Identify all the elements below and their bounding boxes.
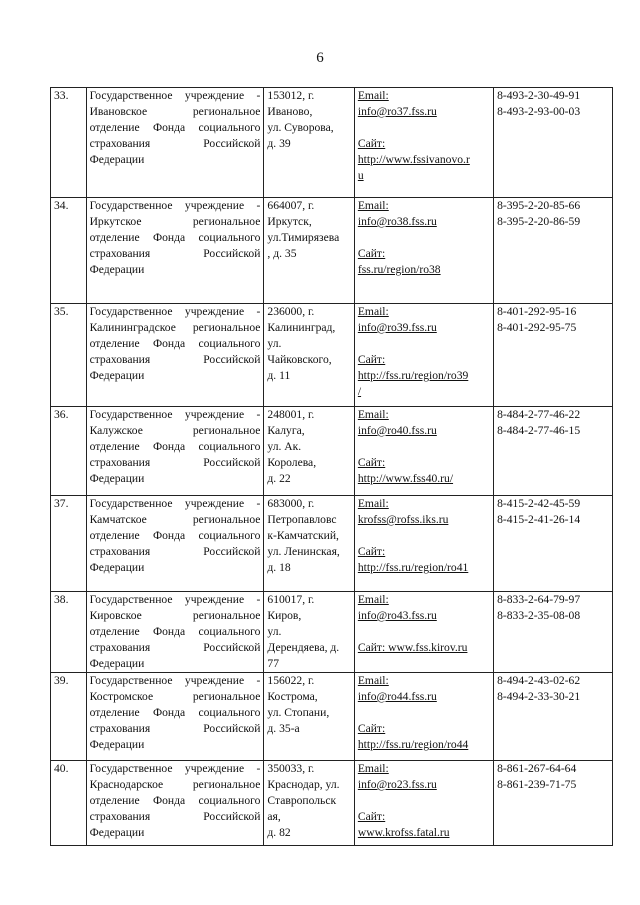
- address-line: ая,: [267, 810, 281, 823]
- institution-name-cell: [86, 198, 264, 304]
- spacer: [358, 120, 490, 136]
- address-line: 236000, г.: [267, 305, 315, 318]
- phone-number: 8-861-267-64-64: [497, 762, 577, 775]
- table-row: [51, 407, 613, 496]
- phone-number: 8-494-2-43-02-62: [497, 674, 581, 687]
- address-line: 664007, г.: [267, 199, 315, 212]
- phone-number: 8-401-292-95-16: [497, 305, 577, 318]
- row-number: 40.: [51, 761, 87, 846]
- phones-cell: [494, 304, 613, 407]
- email-label: Email:: [357, 305, 389, 318]
- spacer: [358, 336, 490, 352]
- phones-cell: [494, 407, 613, 496]
- spacer: [358, 230, 490, 246]
- address-line: ул.: [267, 625, 282, 638]
- phone-number: 8-401-292-95-75: [497, 321, 577, 334]
- address-cell: [264, 88, 354, 198]
- address-line: Ставропольск: [267, 794, 337, 807]
- contacts-cell: [354, 673, 493, 761]
- address-cell: [264, 673, 354, 761]
- address-line: Чайковского,: [267, 353, 332, 366]
- institution-name-cell: [86, 673, 264, 761]
- address-line: Киров,: [267, 609, 302, 622]
- address-line: д. 11: [267, 369, 291, 382]
- row-number: 38.: [51, 592, 87, 673]
- table-row: [51, 592, 613, 673]
- institution-name: Государственное учреждение - Калининградское региональное отделение Фонда социального страхования Российской Федерации: [89, 305, 261, 382]
- phone-number: 8-861-239-71-75: [497, 778, 577, 791]
- site-link[interactable]: fss.ru/region/ro38: [357, 263, 441, 276]
- address-line: ул. Суворова,: [267, 121, 334, 134]
- contacts-cell: [354, 761, 493, 846]
- site-label: Сайт:: [357, 722, 386, 735]
- phones-cell: [494, 496, 613, 592]
- fss-offices-table: [50, 87, 613, 846]
- address-line: , д. 35: [267, 247, 297, 260]
- phone-number: 8-415-2-41-26-14: [497, 513, 581, 526]
- address-line: д. 82: [267, 826, 291, 839]
- table-row: [51, 496, 613, 592]
- institution-name-cell: [86, 496, 264, 592]
- institution-name-cell: [86, 761, 264, 846]
- contacts-cell: [354, 407, 493, 496]
- institution-name: Государственное учреждение - Ивановское региональное отделение Фонда социального страхования Российской Федерации: [89, 89, 261, 166]
- email-link[interactable]: info@ro39.fss.ru: [357, 321, 437, 334]
- site-label: Сайт:: [357, 247, 386, 260]
- institution-name: Государственное учреждение - Калужское региональное отделение Фонда социального страхования Российской Федерации: [89, 408, 261, 485]
- address-cell: [264, 198, 354, 304]
- address-line: ул. Ленинская,: [267, 545, 340, 558]
- phones-cell: [494, 198, 613, 304]
- site-link[interactable]: u: [357, 169, 364, 182]
- phone-number: 8-484-2-77-46-15: [497, 424, 581, 437]
- email-link[interactable]: info@ro44.fss.ru: [357, 690, 437, 703]
- site-label: Сайт:: [357, 137, 386, 150]
- email-label: Email:: [357, 408, 389, 421]
- contacts-cell: [354, 592, 493, 673]
- address-line: ул.: [267, 337, 282, 350]
- address-line: 248001, г.: [267, 408, 315, 421]
- contacts-cell: [354, 198, 493, 304]
- row-number: 36.: [51, 407, 87, 496]
- phone-number: 8-493-2-93-00-03: [497, 105, 581, 118]
- address-line: Иваново,: [267, 105, 313, 118]
- address-line: д. 39: [267, 137, 291, 150]
- institution-name: Государственное учреждение - Камчатское региональное отделение Фонда социального страхования Российской Федерации: [89, 497, 261, 574]
- site-link[interactable]: /: [357, 385, 362, 398]
- phones-cell: [494, 592, 613, 673]
- email-label: Email:: [357, 762, 389, 775]
- address-line: д. 35-а: [267, 722, 300, 735]
- email-link[interactable]: krofss@rofss.iks.ru: [357, 513, 449, 526]
- phone-number: 8-415-2-42-45-59: [497, 497, 581, 510]
- address-line: 350033, г.: [267, 762, 315, 775]
- row-number: 37.: [51, 496, 87, 592]
- institution-name-cell: [86, 304, 264, 407]
- spacer: [358, 624, 490, 640]
- phone-number: 8-493-2-30-49-91: [497, 89, 581, 102]
- address-line: Петропавловс: [267, 513, 337, 526]
- address-line: ул. Стопани,: [267, 706, 330, 719]
- email-link[interactable]: info@ro37.fss.ru: [357, 105, 437, 118]
- address-line: Королева,: [267, 456, 317, 469]
- site-link[interactable]: http://www.fss40.ru/: [357, 472, 454, 485]
- spacer: [358, 793, 490, 809]
- spacer: [358, 705, 490, 721]
- phone-number: 8-395-2-20-85-66: [497, 199, 581, 212]
- address-line: к-Камчатский,: [267, 529, 339, 542]
- address-line: д. 18: [267, 561, 291, 574]
- email-link[interactable]: info@ro43.fss.ru: [357, 609, 437, 622]
- phone-number: 8-833-2-64-79-97: [497, 593, 581, 606]
- email-label: Email:: [357, 89, 389, 102]
- address-line: Дерендяева, д.: [267, 641, 340, 654]
- site-label: Сайт:: [357, 810, 386, 823]
- address-line: Калуга,: [267, 424, 305, 437]
- phones-cell: [494, 761, 613, 846]
- address-line: 77: [267, 657, 279, 670]
- site-label: Сайт:: [357, 545, 386, 558]
- contacts-cell: [354, 304, 493, 407]
- address-line: д. 22: [267, 472, 291, 485]
- address-cell: [264, 761, 354, 846]
- site-link[interactable]: http://fss.ru/region/ro41: [357, 561, 469, 574]
- phone-number: 8-395-2-20-86-59: [497, 215, 581, 228]
- address-line: 683000, г.: [267, 497, 315, 510]
- institution-name: Государственное учреждение - Иркутское региональное отделение Фонда социального страхования Российской Федерации: [89, 199, 261, 276]
- table-row: [51, 761, 613, 846]
- page-number: 6: [316, 50, 324, 66]
- institution-name-cell: [86, 88, 264, 198]
- address-line: 153012, г.: [267, 89, 315, 102]
- site-link[interactable]: www.krofss.fatal.ru: [357, 826, 450, 839]
- site-label: Сайт:: [357, 353, 386, 366]
- institution-name-cell: [86, 592, 264, 673]
- email-label: Email:: [357, 593, 389, 606]
- institution-name: Государственное учреждение - Краснодарское региональное отделение Фонда социального страхования Российской Федерации: [89, 762, 261, 839]
- phones-cell: [494, 673, 613, 761]
- address-line: Калининград,: [267, 321, 336, 334]
- row-number: 33.: [51, 88, 87, 198]
- row-number: 35.: [51, 304, 87, 407]
- email-label: Email:: [357, 199, 389, 212]
- phone-number: 8-494-2-33-30-21: [497, 690, 581, 703]
- row-number: 34.: [51, 198, 87, 304]
- address-cell: [264, 496, 354, 592]
- address-line: Иркутск,: [267, 215, 312, 228]
- address-line: 156022, г.: [267, 674, 315, 687]
- table-row: [51, 198, 613, 304]
- phones-cell: [494, 88, 613, 198]
- email-label: Email:: [357, 497, 389, 510]
- spacer: [358, 439, 490, 455]
- address-cell: [264, 304, 354, 407]
- site-link[interactable]: http://fss.ru/region/ro39: [357, 369, 469, 382]
- address-cell: [264, 407, 354, 496]
- phone-number: 8-484-2-77-46-22: [497, 408, 581, 421]
- email-label: Email:: [357, 674, 389, 687]
- contacts-cell: [354, 496, 493, 592]
- table-row: [51, 304, 613, 407]
- address-line: 610017, г.: [267, 593, 315, 606]
- institution-name-cell: [86, 407, 264, 496]
- site-link[interactable]: http://fss.ru/region/ro44: [357, 738, 469, 751]
- row-number: 39.: [51, 673, 87, 761]
- address-line: ул. Ак.: [267, 440, 302, 453]
- address-line: Кострома,: [267, 690, 318, 703]
- spacer: [358, 528, 490, 544]
- site-label: Сайт:: [357, 456, 386, 469]
- table-row: [51, 88, 613, 198]
- email-link[interactable]: info@ro40.fss.ru: [357, 424, 437, 437]
- table-body: [51, 88, 613, 846]
- email-link[interactable]: info@ro38.fss.ru: [357, 215, 437, 228]
- address-line: Краснодар, ул.: [267, 778, 340, 791]
- address-line: ул.Тимирязева: [267, 231, 340, 244]
- address-cell: [264, 592, 354, 673]
- site-link[interactable]: http://www.fssivanovo.r: [357, 153, 470, 166]
- institution-name: Государственное учреждение - Кировское региональное отделение Фонда социального страхования Российской Федерации: [89, 593, 261, 670]
- institution-name: Государственное учреждение - Костромское региональное отделение Фонда социального страхования Российской Федерации: [89, 674, 261, 751]
- phone-number: 8-833-2-35-08-08: [497, 609, 581, 622]
- site-label[interactable]: Сайт: www.fss.kirov.ru: [357, 641, 468, 654]
- contacts-cell: [354, 88, 493, 198]
- email-link[interactable]: info@ro23.fss.ru: [357, 778, 437, 791]
- table-row: [51, 673, 613, 761]
